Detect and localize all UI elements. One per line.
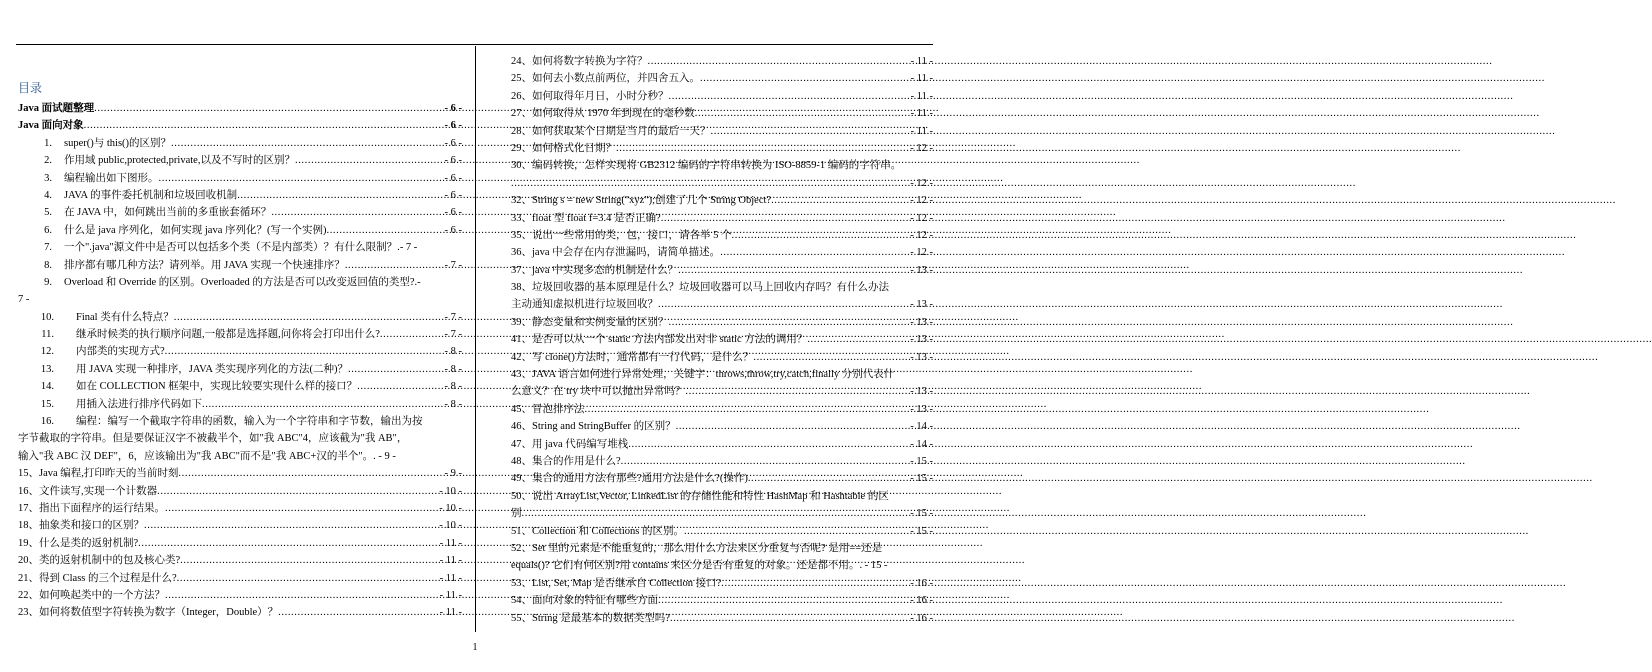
toc-entry[interactable]: 16、文件读写,实现一个计数器 ..... - 10 - bbox=[18, 483, 462, 500]
toc-entry[interactable]: 27、如何取得从 1970 年到现在的毫秒数 ..... - 11 - bbox=[511, 105, 933, 122]
toc-entry[interactable]: 26、如何取得年月日，小时分秒？ ..... - 11 - bbox=[511, 88, 933, 105]
toc-entry[interactable]: 32、String s = new String("xyz");创建了几个 String Object? ..... - 12 - bbox=[511, 192, 933, 209]
toc-entry[interactable]: 12. 内部类的实现方式? ..... - 8 - bbox=[18, 343, 462, 360]
toc-entry[interactable]: 21、得到 Class 的三个过程是什么? ..... - 11 - bbox=[18, 570, 462, 587]
toc-entry[interactable]: 8. 排序都有哪几种方法？请列举。用 JAVA 实现一个快速排序？ ..... - 7 - bbox=[18, 257, 462, 274]
toc-entry[interactable]: 51、Collection 和 Collections 的区别。 ..... - 15 - bbox=[511, 523, 933, 540]
toc-entry[interactable]: 20、类的返射机制中的包及核心类? ..... - 11 - bbox=[18, 552, 462, 569]
toc-entry[interactable]: 29、如何格式化日期？ ..... - 12 - bbox=[511, 140, 933, 157]
toc-entry[interactable]: 25、如何去小数点前两位，并四舍五入。 ..... - 11 - bbox=[511, 70, 933, 87]
toc-entry[interactable]: 48、集合的作用是什么? ..... - 15 - bbox=[511, 453, 933, 470]
toc-entry[interactable]: 19、什么是类的返射机制? ..... - 11 - bbox=[18, 535, 462, 552]
toc-entry[interactable]: 42、写 clone()方法时，通常都有一行代码，是什么？ ..... - 13 - bbox=[511, 349, 933, 366]
toc-entry[interactable]: 38、垃圾回收器的基本原理是什么？垃圾回收器可以马上回收内存吗？有什么办法 主动通知虚拟机进行垃圾回收？ ..... - 13 - bbox=[511, 279, 933, 314]
toc-entry[interactable]: 18、抽象类和接口的区别？ ..... - 10 - bbox=[18, 517, 462, 534]
toc-entry[interactable]: 10. Final 类有什么特点？ ..... - 7 - bbox=[18, 309, 462, 326]
toc-entry[interactable]: 39、静态变量和实例变量的区别？ ..... - 13 - bbox=[511, 314, 933, 331]
toc-entry[interactable]: 46、String and StringBuffer 的区别？ ..... - 14 - bbox=[511, 418, 933, 435]
toc-entry[interactable]: 50、说出 ArrayList,Vector, LinkedList 的存储性能和特性 HashMap 和 Hashtable 的区 别 ..... - 15 - bbox=[511, 488, 933, 523]
toc-entry[interactable]: Java 面试题整理 ..... - 6 - bbox=[18, 100, 462, 117]
toc-entry[interactable]: 14. 如在 COLLECTION 框架中，实现比较要实现什么样的接口？ ..... - 8 - bbox=[18, 378, 462, 395]
toc-entry[interactable]: Java 面向对象 ..... - 6 - bbox=[18, 117, 462, 134]
toc-entry[interactable]: 15. 用插入法进行排序代码如下 ..... - 8 - bbox=[18, 396, 462, 413]
toc-entry[interactable]: 55、String 是最基本的数据类型吗? ..... - 16 - bbox=[511, 610, 933, 627]
toc-entry[interactable]: 43、JAVA 语言如何进行异常处理，关键字：throws,throw,try,catch,finally 分别代表什 么意义？在 try 块中可以抛出异常吗？ ..... - 13 - bbox=[511, 366, 933, 401]
toc-left-column bbox=[18, 80, 462, 622]
toc-entry[interactable]: 45、冒泡排序法 ..... - 13 - bbox=[511, 401, 933, 418]
header-rule bbox=[16, 44, 933, 45]
toc-entry[interactable]: 47、用 java 代码编写堆栈 ..... - 14 - bbox=[511, 436, 933, 453]
toc-entry[interactable]: 53、List, Set, Map 是否继承自 Collection 接口? ..... - 16 - bbox=[511, 575, 933, 592]
page-number: 1 bbox=[472, 642, 478, 653]
toc-entry[interactable]: 5. 在 JAVA 中，如何跳出当前的多重嵌套循环？ ..... - 6 - bbox=[18, 204, 462, 221]
toc-entry[interactable]: 4. JAVA 的事件委托机制和垃圾回收机制 ..... - 6 - bbox=[18, 187, 462, 204]
toc-entry[interactable]: 49、集合的通用方法有那些?通用方法是什么?(操作) ..... - 15 - bbox=[511, 470, 933, 487]
toc-entry[interactable]: 15、Java 编程,打印昨天的当前时刻 ..... - 9 - bbox=[18, 465, 462, 482]
toc-entry[interactable]: 16. 编程：编写一个截取字符串的函数，输入为一个字符串和字节数，输出为按 字节截取的字符串。但是要保证汉字不被截半个，如"我 ABC"4，应该截为"我 AB"， 输入"我 ABC 汉 DEF"，6，应该输出为"我 ABC"而不是"我 ABC+汉的半个"。. - 9 - bbox=[18, 416, 423, 462]
toc-entry[interactable]: 52、Set 里的元素是不能重复的，那么用什么方法来区分重复与否呢? 是用==还是 equals()? 它们有何区别?用 contains 来区分是否有重复的对象。还是都不用。. - 15 - bbox=[511, 542, 888, 572]
toc-entry[interactable]: 41、是否可以从一个 static 方法内部发出对非 static 方法的调用？ ..... - 13 - bbox=[511, 331, 933, 348]
toc-heading: 目录 bbox=[18, 81, 43, 95]
toc-entry[interactable]: 35、说出一些常用的类，包，接口，请各举 5 个 ..... - 12 - bbox=[511, 227, 933, 244]
toc-entry[interactable]: 23、如何将数值型字符转换为数字（Integer，Double）？ ..... - 11 - bbox=[18, 604, 462, 621]
toc-entry[interactable]: 17、指出下面程序的运行结果。 ..... - 10 - bbox=[18, 500, 462, 517]
toc-entry[interactable]: 37、java 中实现多态的机制是什么？ ..... - 13 - bbox=[511, 262, 933, 279]
toc-entry[interactable]: 2. 作用域 public,protected,private,以及不写时的区别？ ..... - 6 - bbox=[18, 152, 462, 169]
toc-entry[interactable]: 36、java 中会存在内存泄漏吗，请简单描述。 ..... - 12 - bbox=[511, 244, 933, 261]
toc-entry[interactable]: 11. 继承时候类的执行顺序问题,一般都是选择题,问你将会打印出什么? ..... - 7 - bbox=[18, 326, 462, 343]
toc-entry[interactable]: 3. 编程输出如下图形。 ..... - 6 - bbox=[18, 170, 462, 187]
toc-entry[interactable]: 22、如何唤起类中的一个方法？ ..... - 11 - bbox=[18, 587, 462, 604]
toc-entry[interactable]: 54、面向对象的特征有哪些方面 ..... - 16 - bbox=[511, 592, 933, 609]
toc-entry[interactable]: 1. super()与 this()的区别？ ..... - 6 - bbox=[18, 135, 462, 152]
toc-right-column bbox=[511, 53, 933, 627]
toc-entry[interactable]: 9. Overload 和 Override 的区别。Overloaded 的方法是否可以改变返回值的类型?.- 7 - bbox=[18, 276, 421, 306]
toc-entry[interactable]: 13. 用 JAVA 实现一种排序，JAVA 类实现序列化的方法(二种)？ ..... - 8 - bbox=[18, 361, 462, 378]
toc-entry[interactable]: 30、编码转换，怎样实现将 GB2312 编码的字符串转换为 ISO-8859-1 编码的字符串。 ..... - 12 - bbox=[511, 157, 933, 192]
toc-entry[interactable]: 24、如何将数字转换为字符？ ..... - 11 - bbox=[511, 53, 933, 70]
toc-entry[interactable]: 33、float 型 float f=3.4 是否正确? ..... - 12 - bbox=[511, 210, 933, 227]
toc-entry[interactable]: 28、如何获取某个日期是当月的最后一天？ ..... - 11 - bbox=[511, 123, 933, 140]
toc-entry[interactable]: 7. 一个".java"源文件中是否可以包括多个类（不是内部类）？有什么限制？. - 7 - bbox=[44, 242, 418, 254]
toc-entry[interactable]: 6. 什么是 java 序列化，如何实现 java 序列化？(写一个实例) ..... - 6 - bbox=[18, 222, 462, 239]
